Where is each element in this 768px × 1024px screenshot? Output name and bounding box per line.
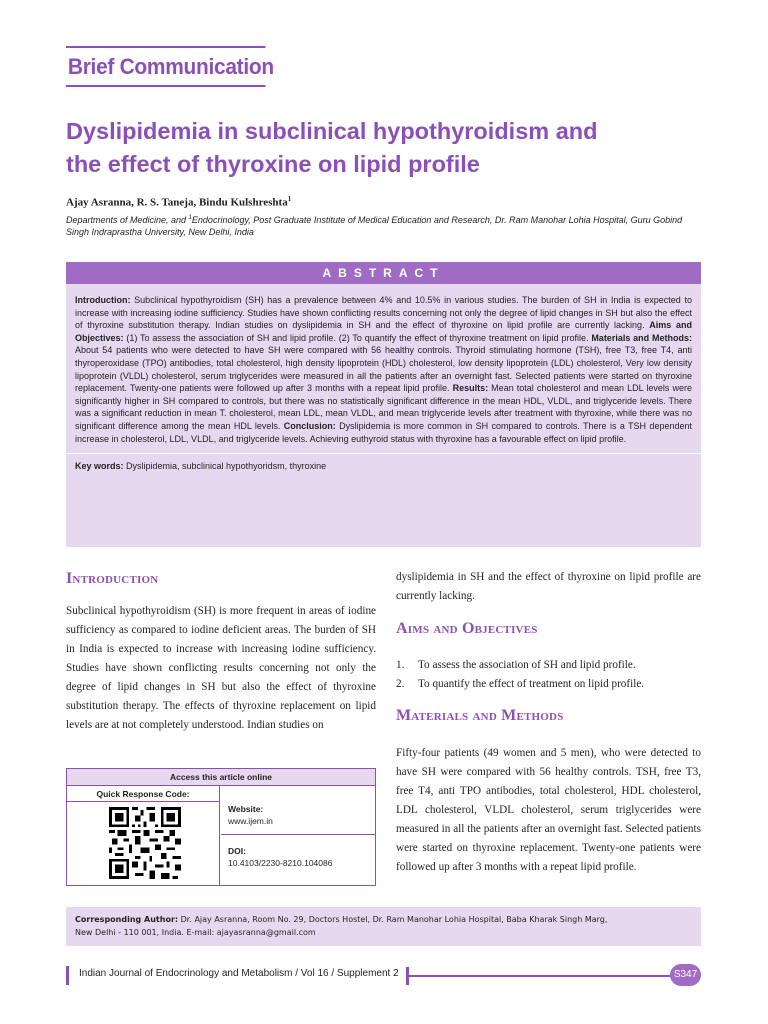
doi-link[interactable]: 10.4103/2230-8210.104086 [228, 858, 333, 868]
doi-cell [221, 835, 375, 868]
page-number-badge: S347 [670, 964, 701, 986]
abstract-box [66, 262, 701, 547]
footer-rule [406, 975, 672, 977]
abstract-conclusion-label: Conclusion: [283, 420, 336, 431]
article-title-line-1: Dyslipidemia in subclinical hypothyroidism and [66, 118, 598, 144]
corresponding-label: Corresponding Author: [75, 915, 179, 924]
list-item-text: To assess the association of SH and lipid profile. [418, 659, 636, 671]
abstract-header: ABSTRACT [66, 262, 701, 284]
access-article-box [66, 768, 376, 886]
author-list [66, 195, 291, 209]
corresponding-author [66, 907, 701, 946]
abstract-body [66, 284, 701, 445]
aims-heading: Aims and Objectives [396, 620, 538, 637]
abstract-aims-text: (1) To assess the association of SH and lipid profile. (2) To quantify the effect of thyroxine treatment on lipid profile. [123, 332, 592, 343]
methods-heading: Materials and Methods [396, 707, 564, 724]
qr-cell [67, 786, 220, 885]
affiliation-part-1: Departments of Medicine, and [66, 215, 189, 225]
qr-label: Quick Response Code: [67, 786, 219, 802]
introduction-heading: Introduction [66, 570, 159, 587]
list-item-number: 2. [396, 678, 405, 690]
affiliation [66, 212, 706, 238]
introduction-text-col1: Subclinical hypothyroidism (SH) is more frequent in areas of iodine sufficiency as compared to iodine deficient areas. The burden of SH in India is expected to increase with increasing iodine sufficiency. Studies have shown conflicting results concerning not only the degree of lipid changes in SH but also the effect of thyroxine substitution therapy. The effects of thyroxine replacement on lipid levels are at not completely understood. Indian studies on [66, 605, 376, 731]
introduction-text-col2: dyslipidemia in SH and the effect of thyroxine on lipid profile are currently lacking. [396, 571, 701, 602]
aims-list [396, 656, 701, 694]
footer-accent-bar [66, 966, 69, 985]
doi-label: DOI: [228, 846, 246, 856]
corresponding-line-1: Dr. Ajay Asranna, Room No. 29, Doctors Hostel, Dr. Ram Manohar Lohia Hospital, Baba Kharak Singh Marg, [178, 915, 608, 924]
abstract-intro-text: Subclinical hypothyroidism (SH) has a prevalence between 4% and 10.5% in various studies. The burden of SH in India is expected to increase with increasing iodine sufficiency. Studies have shown conflicting results concerning not only the degree of lipid changes in SH but also the effect of thyroxine substitution therapy. Indian studies on dyslipidemia in SH and the effect of thyroxine on lipid profile are currently lacking. [75, 295, 692, 331]
keywords-text: Dyslipidemia, subclinical hypothyoridsm, thyroxine [123, 461, 327, 472]
journal-reference: Indian Journal of Endocrinology and Metabolism / Vol 16 / Supplement 2 [79, 968, 399, 979]
abstract-results-label: Results: [452, 383, 489, 394]
access-box-title: Access this article online [67, 769, 375, 786]
list-item-text: To quantify the effect of treatment on lipid profile. [418, 678, 645, 690]
website-label: Website: [228, 804, 264, 814]
keywords [66, 454, 701, 471]
website-cell [221, 786, 375, 835]
abstract-results-text: Mean total cholesterol and mean LDL levels were significantly higher in SH compared to controls, but there was no statistically significant difference in the mean HDL, VLDL, and triglyceride levels. There was a significant reduction in mean T. cholesterol, mean LDL, mean VLDL, and mean triglyceride levels after treatment with thyroxine, while there was no significant difference among the mean HDL levels. [75, 383, 692, 431]
abstract-conclusion-text: Dyslipidemia is more common in SH compared to controls. There is a TSH dependent increase in cholesterol, LDL, VLDL, and triglyceride levels. Achieving euthyroid status with thyroxine has a favourable effect on lipid profile. [75, 420, 692, 444]
list-item [396, 656, 701, 675]
affiliation-part-2: Endocrinology, Post Graduate Institute of Medical Education and Research, Dr. Ram Manohar Lohia Hospital, Guru Gobind Singh Indraprastha University, New Delhi, India [66, 215, 683, 237]
article-title-line-2: the effect of thyroxine on lipid profile [66, 151, 480, 177]
list-item [396, 675, 701, 694]
abstract-aims-label: Aims and Objectives: [75, 320, 692, 343]
abstract-methods-label: Materials and Methods: [591, 332, 693, 343]
author-names: Ajay Asranna, R. S. Taneja, Bindu Kulshreshta [66, 196, 288, 209]
section-tag: Brief Communication [66, 46, 266, 87]
methods-text: Fifty-four patients (49 women and 5 men), who were detected to have SH were compared with 56 healthy controls. TSH, free T3, free T4, anti TPO antibodies, total cholesterol, HDL cholesterol, LDL cholesterol, VLDL cholesterol, serum triglycerides were measured in all the patients after an overnight fast. Selected patients were started on thyroxine replacement. Twenty-one patients were followed up after 3 months with a repeat lipid profile. [396, 747, 701, 873]
abstract-intro-label: Introduction: [75, 295, 131, 305]
website-link[interactable]: www.ijem.in [228, 816, 273, 826]
corresponding-line-2: New Delhi - 110 001, India. E-mail: ajayasranna@gmail.com [75, 928, 316, 937]
article-info-cell [221, 786, 375, 885]
list-item-number: 1. [396, 659, 405, 671]
author-superscript: 1 [287, 195, 292, 203]
qr-code-icon[interactable] [109, 807, 181, 879]
keywords-label: Key words: [75, 461, 124, 472]
abstract-methods-text: About 54 patients who were detected to have SH were compared with 56 healthy controls. Thyroid stimulating hormone (TSH), free T3, free T4, anti thyroperoxidase (TPO) antibodies, total cholesterol, high density lipoprotein (HDL) cholesterol, low density lipoprotein (LDL) cholesterol, Very low density lipoprotein (VLDL) cholesterol, serum triglycerides were measured in all the patients after an overnight fast. Selected patients were started on thyroxine replacement. Twenty-one patients were followed up after 3 months with a repeat lipid profile. [75, 345, 692, 394]
affiliation-superscript: 1 [188, 215, 192, 221]
article-title [66, 115, 706, 181]
